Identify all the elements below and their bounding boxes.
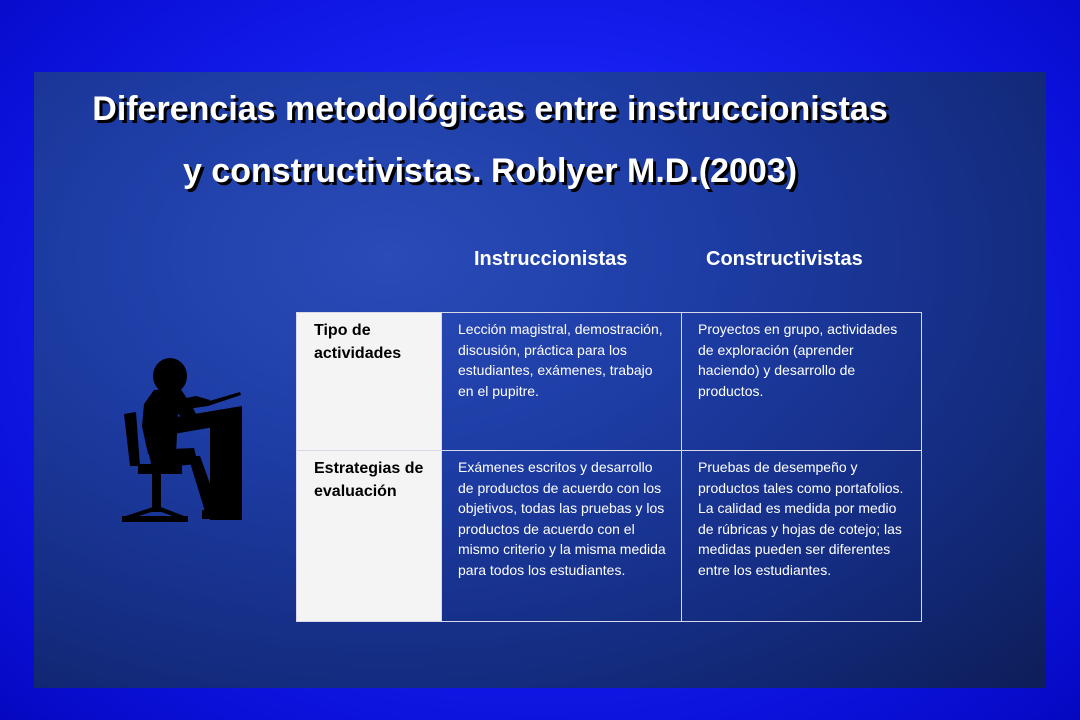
column-header-constructivistas: Constructivistas [706, 248, 863, 270]
title-line-2: y constructivistas. Roblyer M.D.(2003) [182, 152, 798, 190]
comparison-table [296, 312, 922, 622]
slide-title [34, 78, 946, 202]
cell-actividades-constructivistas: Proyectos en grupo, actividades de exploración (aprender haciendo) y desarrollo de productos. [681, 313, 921, 450]
column-header-instruccionistas: Instruccionistas [474, 248, 628, 270]
cell-evaluacion-constructivistas: Pruebas de desempeño y productos tales como portafolios. La calidad es medida por medio de rúbricas y hojas de cotejo; las medidas pueden ser diferentes entre los estudiantes. [681, 450, 921, 621]
title-line-1: Diferencias metodológicas entre instruccionistas [92, 90, 888, 128]
cell-evaluacion-instruccionistas: Exámenes escritos y desarrollo de productos de acuerdo con los objetivos, todas las pruebas y los productos de acuerdo con el mismo criterio y la misma medida para todos los estudiantes. [441, 450, 681, 621]
row-label-tipo-de-actividades: Tipo de actividades [297, 313, 441, 450]
row-label-estrategias-de-evaluacion: Estrategias de evaluación [297, 450, 441, 621]
cell-actividades-instruccionistas: Lección magistral, demostración, discusión, práctica para los estudiantes, exámenes, trabajo en el pupitre. [441, 313, 681, 450]
student-at-desk-silhouette-icon [118, 356, 244, 524]
